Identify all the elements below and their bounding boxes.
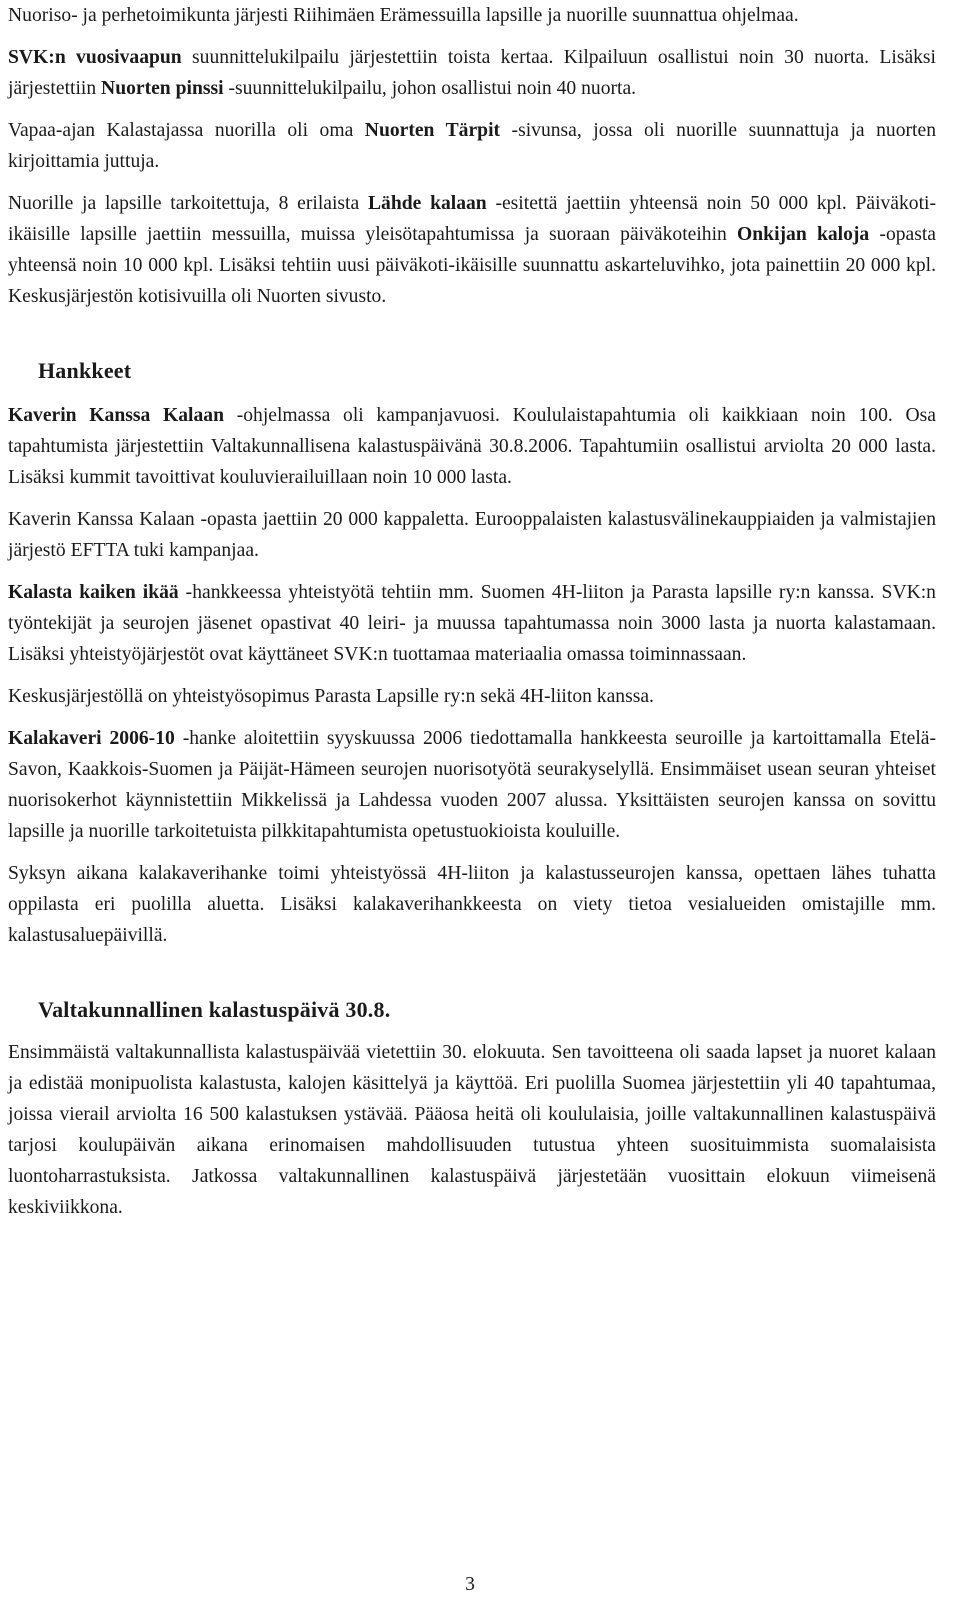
bold-term: Kalasta kaiken ikää (8, 582, 179, 603)
bold-term: Nuorten Tärpit (364, 120, 501, 141)
text-run: Nuoriso- ja perhetoimikunta järjesti Riihimäen Erämessuilla lapsille ja nuorille suunnattua ohjelmaa. (8, 5, 799, 26)
bold-term: Onkijan kaloja (737, 224, 870, 245)
bold-term: SVK:n vuosivaapun (8, 47, 182, 68)
text-run: -hanke aloitettiin syyskuussa 2006 tiedottamalla hankkeesta seuroille ja kartoittamalla Etelä-Savon, Kaakkois-Suomen ja Päijät-Hämeen seurojen nuorisotyötä seurakyselyllä. Ensimmäiset usean seuran yhteiset nuorisokerhot käynnistettiin Mikkelissä ja Lahdessa vuoden 2007 alussa. Yksittäisten seurojen kanssa on sovittu lapsille ja nuorille tarkoitetuista pilkkitapahtumista opetustuokioista kouluille. (8, 728, 937, 842)
text-run: -ohjelmassa oli kampanjavuosi. Koululaistapahtumia oli kaikkiaan noin 100. Osa tapahtumista järjestettiin Valtakunnallisena kalastuspäivänä 30.8.2006. Tapahtumiin osallistui arviolta 20 000 lasta. Lisäksi kummit tavoittivat kouluvierailuillaan noin 10 000 lasta. (8, 405, 936, 488)
text-run: Keskusjärjestöllä on yhteistyösopimus Parasta Lapsille ry:n sekä 4H-liiton kanssa. (8, 686, 654, 707)
bold-term: Nuorten pinssi (101, 78, 224, 99)
paragraph-kaverin-opas (8, 504, 936, 566)
text-run: -sivunsa, jossa oli nuorille suunnattuja ja nuorten kirjoittamia juttuja. (8, 120, 936, 172)
section-heading-hankkeet: Hankkeet (38, 358, 132, 383)
paragraph-kalasta-kaiken-ikaa (8, 577, 936, 670)
paragraph-kalakaveri (8, 723, 936, 847)
paragraph-erämessut (8, 0, 936, 31)
page-number: 3 (465, 1574, 475, 1595)
text-run: Ensimmäistä valtakunnallista kalastuspäivää vietettiin 30. elokuuta. Sen tavoitteena oli saada lapset ja nuoret kalaan ja edistää monipuolista kalastusta, kalojen käsittelyä ja käyttöä. Eri puolilla Suomea järjestettiin yli 40 tapahtumaa, joissa vierail arviolta 16 500 kalastuksen ystävää. Pääosa heitä oli koululaisia, joille valtakunnallinen kalastuspäivä tarjosi koulupäivän aikana erinomaisen mahdollisuuden tutustua yhteen suosituimmista suomalaisista luontoharrastuksista. Jatkossa valtakunnallinen kalastuspäivä järjestetään vuosittain elokuun viimeisenä keskiviikkona. (8, 1042, 936, 1218)
bold-term: Kaverin Kanssa Kalaan (8, 405, 224, 426)
paragraph-yhteistyosopimus (8, 681, 936, 712)
paragraph-lahde-kalaan (8, 188, 936, 312)
document-body (8, 0, 936, 1223)
text-run: -esitettä jaettiin yhteensä noin 50 000 kpl. Päiväkoti-ikäisille lapsille jaettiin messuilla, muissa yleisötapahtumissa ja suoraan päiväkoteihin (8, 193, 937, 245)
paragraph-kaverin-kanssa-kalaan (8, 400, 936, 493)
bold-term: Lähde kalaan (367, 193, 487, 214)
text-run: Kaverin Kanssa Kalaan -opasta jaettiin 20 000 kappaletta. Eurooppalaisten kalastusvälinekauppiaiden ja valmistajien järjestö EFTTA tuki kampanjaa. (8, 509, 936, 561)
text-run: -suunnittelukilpailu, johon osallistui noin 40 nuorta. (223, 78, 637, 99)
paragraph-kalastuspaiva (8, 1037, 936, 1223)
text-run: Nuorille ja lapsille tarkoitettuja, 8 erilaista (8, 193, 368, 214)
text-run: Syksyn aikana kalakaverihanke toimi yhteistyössä 4H-liiton ja kalastusseurojen kanssa, opettaen lähes tuhatta oppilasta eri puolilla aluetta. Lisäksi kalakaverihankkeesta on viety tietoa vesialueiden omistajille mm. kalastusaluepäivillä. (8, 863, 936, 946)
text-run: -hankkeessa yhteistyötä tehtiin mm. Suomen 4H-liiton ja Parasta lapsille ry:n kanssa. SVK:n työntekijät ja seurojen jäsenet opastivat 40 leiri- ja muussa tapahtumassa noin 3000 lasta ja nuorta kalastamaan. Lisäksi yhteistyöjärjestöt ovat käyttäneet SVK:n tuottamaa materiaalia omassa toiminnassaan. (8, 582, 936, 665)
text-run: Vapaa-ajan Kalastajassa nuorilla oli oma (8, 120, 365, 141)
paragraph-nuorten-tarpit (8, 115, 936, 177)
section-heading-kalastuspaiva: Valtakunnallinen kalastuspäivä 30.8. (38, 997, 391, 1022)
text-run: -opasta yhteensä noin 10 000 kpl. Lisäksi tehtiin uusi päiväkoti-ikäisille suunnattu askarteluvihko, jota painettiin 20 000 kpl. Keskusjärjestön kotisivuilla oli Nuorten sivusto. (8, 224, 937, 307)
bold-term: Kalakaveri 2006-10 (8, 728, 175, 749)
paragraph-syksyn-aikana (8, 858, 936, 951)
paragraph-vuosivaappu (8, 42, 936, 104)
text-run: suunnittelukilpailu järjestettiin toista kertaa. Kilpailuun osallistui noin 30 nuorta. Lisäksi järjestettiin (8, 47, 937, 99)
